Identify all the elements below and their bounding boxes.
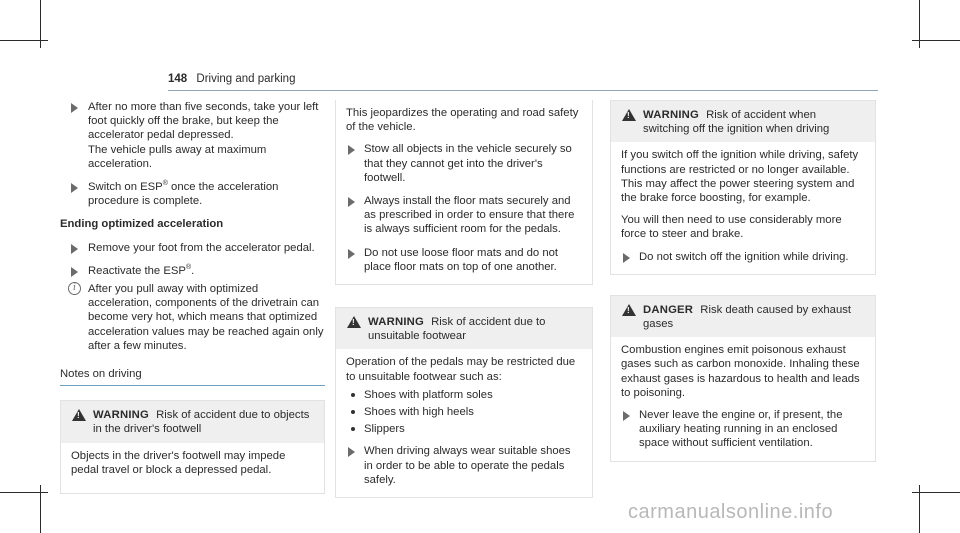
danger-keyword: DANGER [643, 303, 694, 316]
warning-title: Risk of accident due to objects in the driver's footwell [93, 409, 310, 436]
danger-body [611, 337, 875, 460]
danger-header [611, 296, 875, 337]
column-3 [610, 100, 876, 462]
crop-mark [0, 40, 48, 41]
warning-text: Objects in the driver's footwell may impede pedal travel or block a depressed pedal. [71, 449, 286, 476]
registered-mark: ® [162, 180, 168, 188]
step-item [60, 241, 325, 255]
arrow-right-icon [71, 244, 78, 254]
step-text: Always install the floor mats securely and as prescribed in order to ensure that there is always sufficient room for the pedals. [364, 195, 575, 236]
info-icon: i [68, 282, 81, 295]
arrow-right-icon [71, 267, 78, 277]
warning-header [611, 101, 875, 142]
step-item [621, 408, 865, 451]
step-item [60, 264, 325, 278]
warning-icon [347, 316, 361, 328]
warning-panel [610, 100, 876, 275]
warning-header [336, 308, 592, 349]
info-note [60, 282, 325, 353]
step-item [621, 250, 865, 264]
arrow-right-icon [623, 411, 630, 421]
step-text: Do not switch off the ignition while driving. [639, 250, 849, 263]
crop-mark [912, 492, 960, 493]
arrow-right-icon [623, 253, 630, 263]
step-text: When driving always wear suitable shoes in order to be able to operate the pedals safely. [364, 445, 571, 486]
arrow-right-icon [348, 145, 355, 155]
warning-keyword: WARNING [368, 316, 424, 329]
step-text: Remove your foot from the accelerator pedal. [88, 241, 315, 254]
crop-mark [912, 40, 960, 41]
danger-icon [622, 304, 636, 316]
warning-text: You will then need to use considerably more force to steer and brake. [621, 214, 842, 241]
step-item [346, 444, 582, 487]
column-2 [335, 100, 593, 498]
crop-mark [0, 492, 48, 493]
step-item [60, 100, 325, 171]
column-1 [60, 100, 325, 494]
warning-body [611, 142, 875, 273]
subheading: Ending optimized acceleration [60, 218, 224, 231]
warning-text: Operation of the pedals may be restricted due to unsuitable footwear such as: [346, 356, 576, 383]
warning-panel [335, 307, 593, 498]
step-text: Do not use loose floor mats and do not place floor mats on top of one another. [364, 246, 559, 273]
arrow-right-icon [348, 249, 355, 259]
section-title: Notes on driving [60, 367, 325, 386]
warning-title: Risk of accident when switching off the ignition when driving [643, 109, 830, 136]
arrow-right-icon [348, 197, 355, 207]
step-text: once the acceleration procedure is complete. [88, 181, 279, 208]
warning-header [61, 401, 324, 442]
list-item: Slippers [346, 422, 582, 436]
warning-panel [60, 400, 325, 494]
warning-text: If you switch off the ignition while driving, safety functions are restricted or no longer available. This may affect the power steering system and the brake force boosting, for example. [621, 149, 859, 205]
warning-keyword: WARNING [643, 109, 699, 121]
arrow-right-icon [71, 183, 78, 193]
watermark-text: carmanualsonline.info [628, 501, 834, 523]
list-item: Shoes with high heels [346, 405, 582, 419]
warning-keyword: WARNING [93, 409, 149, 422]
warning-text: This jeopardizes the operating and road safety of the vehicle. [346, 107, 579, 134]
step-text: Reactivate the ESP [88, 264, 186, 277]
danger-title: Risk death caused by exhaust gases [643, 303, 852, 331]
page-number: 148 [168, 73, 188, 85]
step-text: Switch on ESP [88, 181, 163, 194]
step-result-text: The vehicle pulls away at maximum acceleration. [88, 143, 267, 170]
arrow-right-icon [71, 103, 78, 113]
danger-text: Combustion engines emit poisonous exhaust gases such as carbon monoxide. Inhaling these exhaust gases is hazardous to health and leads to poisoning. [621, 344, 860, 399]
warning-body [336, 100, 592, 284]
bullet-list [346, 388, 582, 437]
registered-mark: ® [185, 264, 192, 272]
step-text: After no more than five seconds, take your left foot quickly off the brake, but keep the accelerator pedal depressed. [88, 101, 319, 142]
warning-body [61, 443, 324, 493]
danger-panel [610, 295, 876, 462]
arrow-right-icon [348, 447, 355, 457]
step-text: Never leave the engine or, if present, the auxiliary heating running in an enclosed space without sufficient ventilation. [639, 409, 843, 450]
header-rule [168, 90, 878, 91]
list-item: Shoes with platform soles [346, 388, 582, 402]
warning-panel-continued [335, 100, 593, 285]
warning-body [336, 349, 592, 497]
page-header [168, 72, 295, 86]
step-text: Stow all objects in the vehicle securely so that they cannot get into the driver's footwell. [364, 143, 572, 184]
step-text: . [191, 264, 195, 277]
step-item [346, 142, 582, 185]
step-item [346, 246, 582, 274]
chapter-title: Driving and parking [196, 73, 296, 85]
warning-title: Risk of accident due to unsuitable footwear [368, 316, 546, 343]
info-text: After you pull away with optimized acceleration, components of the drivetrain can become very hot, which means that optimized acceleration values may be reached again only after a few minutes. [88, 283, 324, 352]
warning-icon [622, 109, 636, 121]
step-item [346, 194, 582, 237]
step-item [60, 180, 325, 208]
warning-icon [72, 409, 86, 421]
